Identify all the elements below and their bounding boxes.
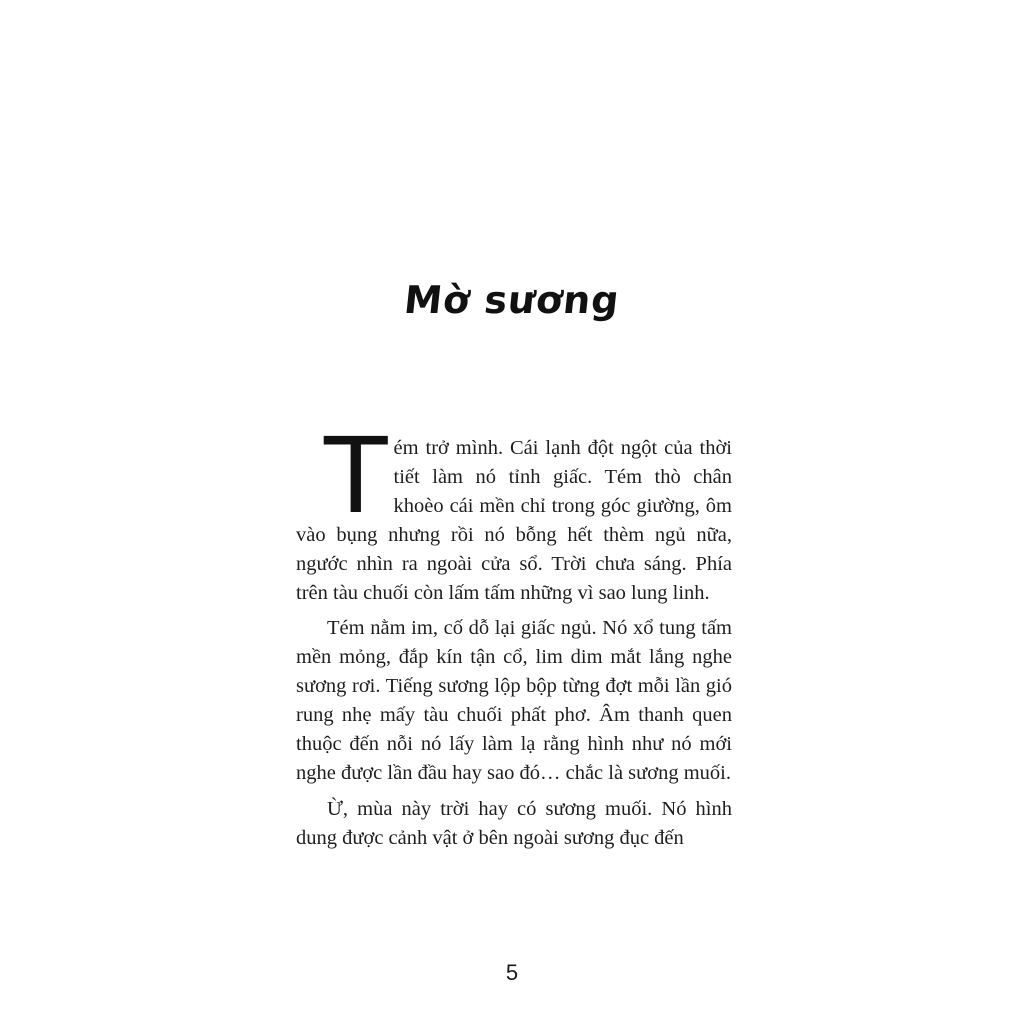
paragraph-1 bbox=[296, 415, 732, 607]
page-number: 5 bbox=[505, 960, 519, 985]
body-text bbox=[296, 415, 732, 860]
drop-cap: T bbox=[324, 415, 388, 537]
paragraph-1-text: ém trở mình. Cái lạnh đột ngột của thời tiết làm nó tỉnh giấc. Tém thò chân khoèo cái mền chỉ trong góc giường, ôm vào bụng nhưng rồi nó bỗng hết thèm ngủ nữa, ngước nhìn ra ngoài cửa sổ. Trời chưa sáng. Phía trên tàu chuối còn lấm tấm những vì sao lung linh. bbox=[296, 437, 732, 604]
paragraph-2: Tém nằm im, cố dỗ lại giấc ngủ. Nó xổ tung tấm mền mỏng, đắp kín tận cổ, lim dim mắt lắng nghe sương rơi. Tiếng sương lộp bộp từng đợt mỗi lần gió rung nhẹ mấy tàu chuối phất phơ. Âm thanh quen thuộc đến nỗi nó lấy làm lạ rằng hình như nó mới nghe được lần đầu hay sao đó… chắc là sương muối. bbox=[296, 617, 732, 784]
paragraph-3: Ừ, mùa này trời hay có sương muối. Nó hình dung được cảnh vật ở bên ngoài sương đục đến bbox=[296, 797, 732, 849]
chapter-title: Mờ sương bbox=[402, 278, 622, 322]
